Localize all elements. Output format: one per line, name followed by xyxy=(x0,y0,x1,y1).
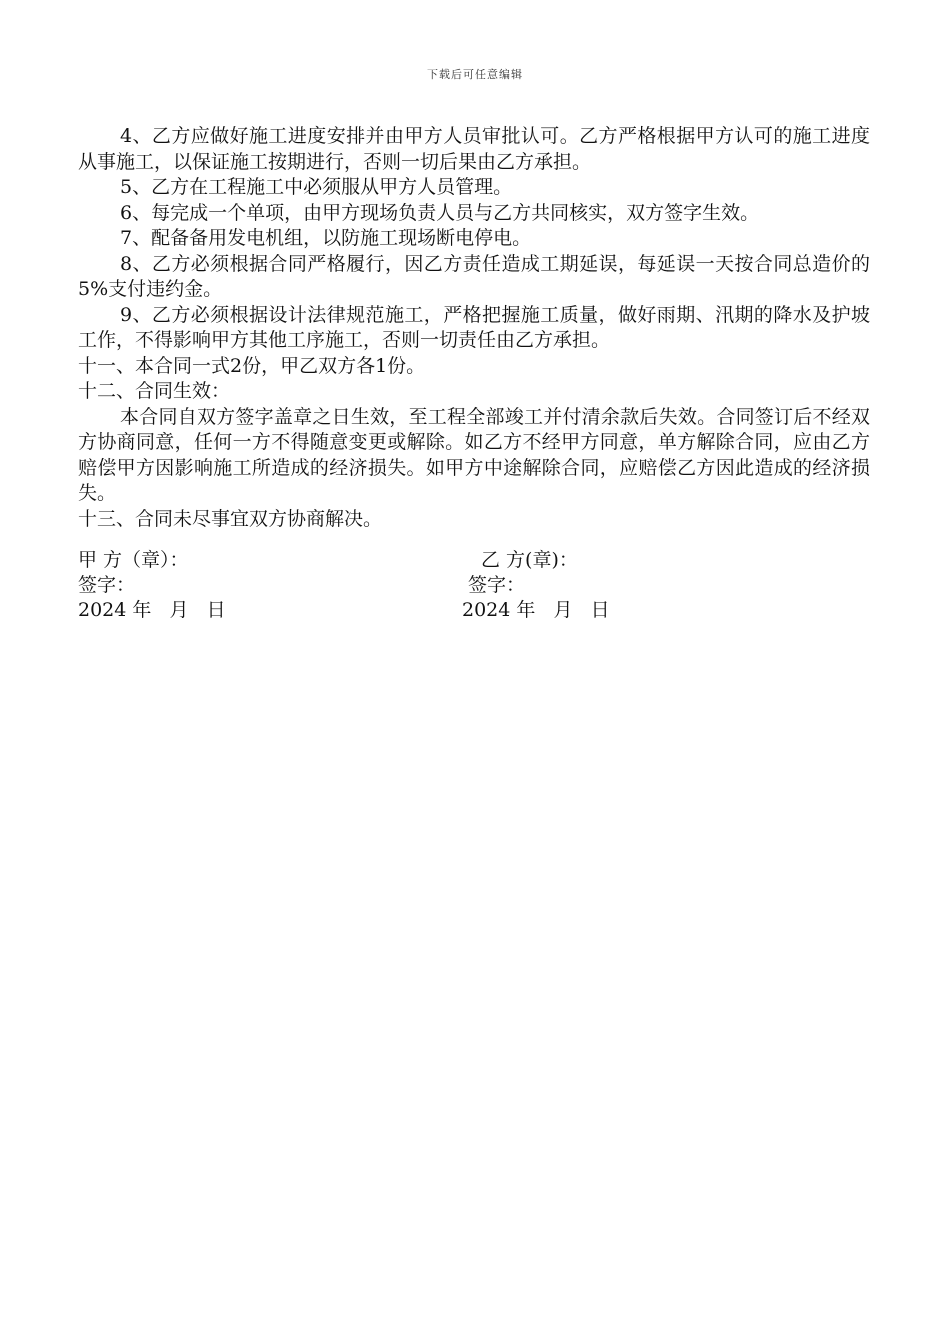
party-b-sign: 签字： xyxy=(468,574,526,596)
signature-block xyxy=(78,548,870,623)
clause-8: 8、乙方必须根据合同严格履行，因乙方责任造成工期延误，每延误一天按合同总造价的5%支付违约金。 xyxy=(78,252,870,300)
contract-body xyxy=(78,124,870,532)
clause-6: 6、每完成一个单项，由甲方现场负责人员与乙方共同核实，双方签字生效。 xyxy=(120,201,760,224)
section-12-heading: 十二、合同生效： xyxy=(78,380,231,402)
clause-4: 4、乙方应做好施工进度安排并由甲方人员审批认可。乙方严格根据甲方认可的施工进度从事施工，以保证施工按期进行，否则一切后果由乙方承担。 xyxy=(78,125,870,173)
party-a-date: 2024 年 月 日 xyxy=(78,599,226,621)
party-b-label: 乙 方(章)： xyxy=(481,549,578,571)
party-b-date: 2024 年 月 日 xyxy=(462,599,610,621)
clause-7: 7、配备备用发电机组，以防施工现场断电停电。 xyxy=(120,227,532,249)
date-row xyxy=(78,598,870,623)
sign-row xyxy=(78,573,870,598)
clause-5: 5、乙方在工程施工中必须服从甲方人员管理。 xyxy=(120,176,513,198)
party-a-sign: 签字： xyxy=(78,574,136,596)
header-note: 下载后可任意编辑 xyxy=(427,68,523,81)
section-13: 十三、合同未尽事宜双方协商解决。 xyxy=(78,507,383,530)
section-11: 十一、本合同一式2份，甲乙双方各1份。 xyxy=(78,354,426,377)
clause-9: 9、乙方必须根据设计法律规范施工，严格把握施工质量，做好雨期、汛期的降水及护坡工作，不得影响甲方其他工序施工，否则一切责任由乙方承担。 xyxy=(78,303,870,351)
party-a-label: 甲 方（章）： xyxy=(78,549,189,571)
section-12-text: 本合同自双方签字盖章之日生效，至工程全部竣工并付清余款后失效。合同签订后不经双方协商同意，任何一方不得随意变更或解除。如乙方不经甲方同意，单方解除合同，应由乙方赔偿甲方因影响施工所造成的经济损失。如甲方中途解除合同，应赔偿乙方因此造成的经济损失。 xyxy=(78,405,870,504)
party-row xyxy=(78,548,870,573)
